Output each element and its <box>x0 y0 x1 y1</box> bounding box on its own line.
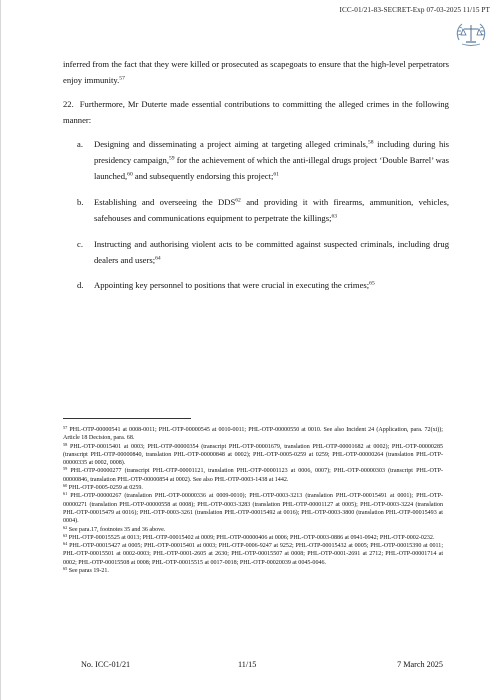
footnote-65: $^{65}$ See paras 19-21. <box>63 565 109 575</box>
footer-date: 7 March 2025 <box>397 660 443 669</box>
footnote-57: $^{57}$ PHL-OTP-00000541 at 0008-0011; PHL-OTP-00000545 at 0010-0011; PHL-OTP-00000550 at 0010. See also Incident 24 (Application, para. 72(xi)); Article 18 Decision, para. 68. <box>63 424 443 442</box>
contribution-item-b: b. Establishing and overseeing the DDS$^{62}$ and providing it with firearms, ammunition, vehicles, safehouses and communications equipment to perpetrate the killings;$^{63}$ <box>63 194 449 227</box>
footnote-ref[interactable]: 59 <box>168 155 175 162</box>
contribution-item-c: c. Instructing and authorising violent acts to be committed against suspected criminals, including drug dealers and users;$^{64}$ <box>63 236 449 269</box>
footnote-64: $^{64}$ PHL-OTP-00015427 at 0005; PHL-OTP-00015401 at 0003; PHL-OTP-0006-9247 at 9252; PHL-OTP-00015432 at 0005; PHL-OTP-00015390 at 0011; PHL-OTP-00015501 at 0002-0003; PHL-OTP-0001-2605 at 2630; PHL-OTP-00015507 at 0008; PHL-OTP-0001-2691 at 2712; PHL-OTP-00001714 at 0002; PHL-OTP-00015508 at 0008; PHL-OTP-00015515 at 0017-0018; PHL-OTP-00020039 at 0045-0046. <box>63 540 443 566</box>
footnote-ref[interactable]: 65 <box>369 280 375 287</box>
footnote-ref[interactable]: 64 <box>155 255 161 262</box>
footnote-62: $^{62}$ See para.17, footnotes 35 and 36 above. <box>63 524 166 533</box>
footnote-ref[interactable]: 60 <box>127 171 133 178</box>
item-letter: b. <box>77 196 84 207</box>
footnote-60: $^{60}$ PHL-OTP-0005-0259 at 0259. <box>63 482 143 492</box>
footnote-61: $^{61}$ PHL-OTP-00000267 (translation PHL-OTP-00000336 at 0009-0010); PHL-OTP-0003-3213 (translation PHL-OTP-00015491 at 0001); PHL-OTP-00000271 (translation PHL-OTP-00000558 at 0008); PHL-OTP-0003-3283 (translation PHL-OTP-00001127 at 0005); PHL-OTP-0003-3224 (translation PHL-OTP-00015479 at 0016); PHL-OTP-0003-3261 (translation PHL-OTP-00015492 at 0016); PHL-OTP-0003-3800 (translation PHL-OTP-00015493 at 0004). <box>63 491 443 525</box>
item-letter: c. <box>77 238 83 249</box>
icc-court-logo-icon <box>453 20 489 48</box>
intro-paragraph: inferred from the fact that they were killed or prosecuted as scapegoats to ensure that the high-level perpetrators enjoy immunity.$^{57}$ <box>63 59 449 86</box>
footnote-ref[interactable]: 57 <box>119 75 125 82</box>
footnote-63: $^{63}$ PHL-OTP-00015525 at 0013; PHL-OTP-00015402 at 0009; PHL-OTP-00000406 at 0006; PHL-OTP-0003-0886 at 0941-0942; PHL-OTP-0002-0232. <box>63 532 435 541</box>
item-letter: a. <box>77 138 83 149</box>
contribution-item-a: a. Designing and disseminating a project aiming at targeting alleged criminals,$^{58}$ including during his presidency campaign,$^{59}$ for the achievement of which the anti-illegal drugs project ‘Double Barrel’ was launched,$^{60}$ and subsequently endorsing this project;$^{61}$ <box>63 136 449 185</box>
main-body-text <box>63 56 449 303</box>
footnote-59: $^{59}$ PHL-OTP-00000277 (transcript PHL-OTP-00001121, translation PHL-OTP-00001123 at 0006, 0007); PHL-OTP-00000303 (transcript PHL-OTP-00000846, translation PHL-OTP-00000854 at 0002). See also PHL-OTP-0003-1438 at 1442. <box>63 466 443 483</box>
footnote-ref[interactable]: 63 <box>331 213 338 220</box>
item-letter: d. <box>77 280 84 291</box>
footnotes-section <box>63 426 443 575</box>
footnote-separator <box>63 418 191 419</box>
footnote-ref[interactable]: 61 <box>273 171 279 178</box>
paragraph-22: 22. Furthermore, Mr Duterte made essential contributions to committing the alleged crimes in the following manner: <box>63 98 449 126</box>
page-footer <box>63 660 443 672</box>
footnote-58: $^{58}$ PHL-OTP-00015401 at 0003; PHL-OTP-00000354 (transcript PHL-OTP-00001679, translation PHL-OTP-00001682 at 0002); PHL-OTP-00000285 (transcript PHL-OTP-00000840, translation PHL-OTP-00000848 at 0002); PHL-OTP-0005-0259 at 0259; PHL-OTP-00000264 (translation PHL-OTP-00000335 at 0002, 0008). <box>63 441 443 467</box>
footer-page-number: 11/15 <box>238 660 257 669</box>
footer-case-number: No. ICC-01/21 <box>81 660 131 669</box>
paragraph-number: 22. <box>63 98 74 109</box>
contribution-item-d: d. Appointing key personnel to positions that were crucial in executing the crimes;$^{65}$ <box>63 277 449 293</box>
footnote-ref[interactable]: 58 <box>368 139 374 146</box>
footnote-ref[interactable]: 62 <box>235 197 241 204</box>
document-reference-header: ICC-01/21-83-SECRET-Exp 07-03-2025 11/15 PT <box>339 6 490 14</box>
